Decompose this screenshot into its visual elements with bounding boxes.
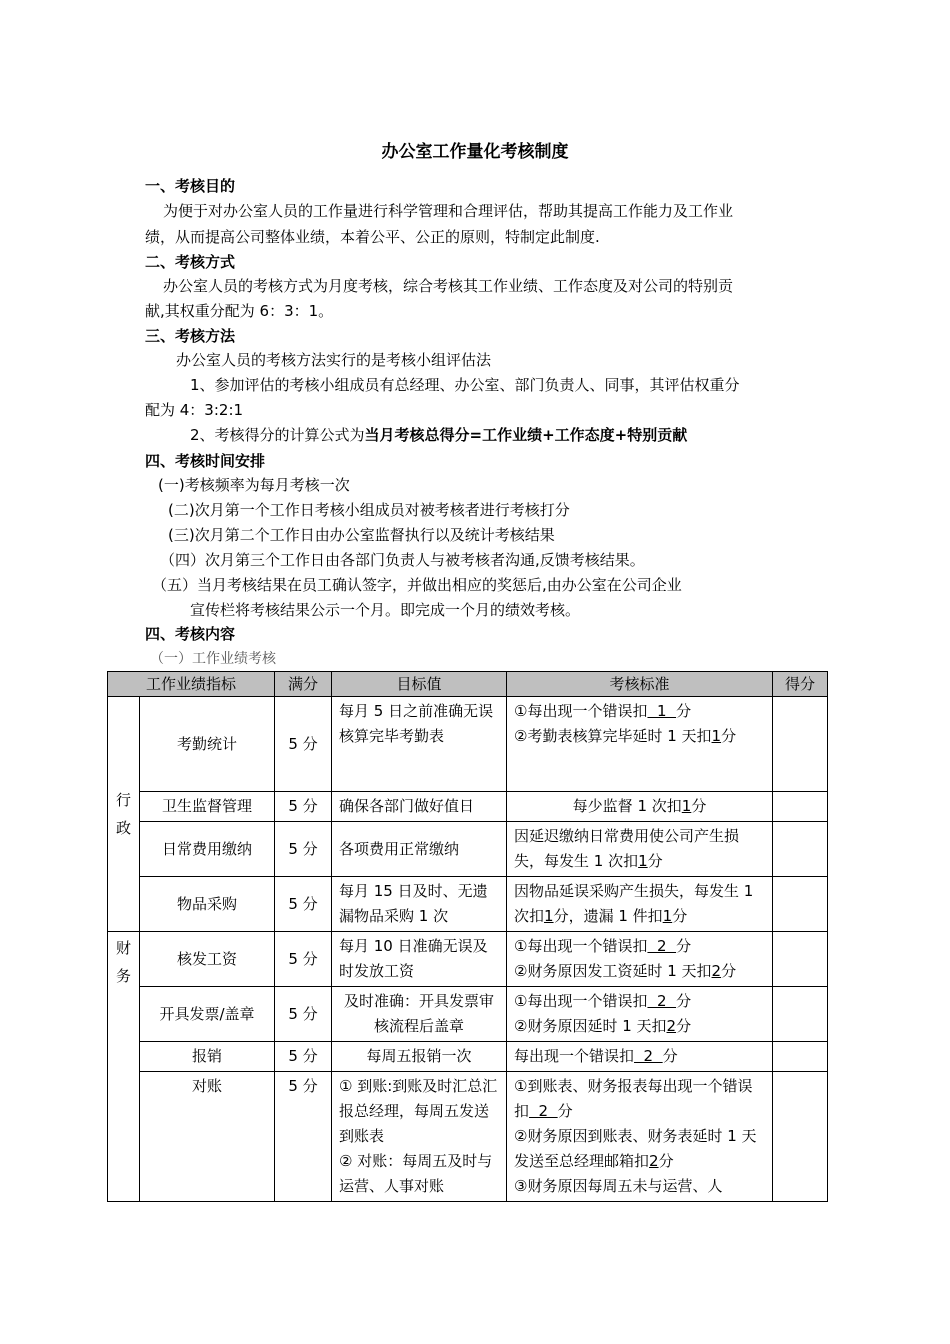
- std-unit: 分: [721, 727, 737, 745]
- row-result: [773, 877, 828, 932]
- section-3-formula: [190, 423, 687, 448]
- section-4-heading: 四、考核时间安排: [145, 452, 266, 470]
- subsection-caption: （一）工作业绩考核: [150, 651, 276, 667]
- section-1-paragraph-line-1: 为便于对办公室人员的工作量进行科学管理和合理评估，帮助其提高工作能力及工作业: [163, 202, 734, 220]
- table-row: [108, 1042, 828, 1072]
- row-item: 核发工资: [140, 932, 275, 987]
- row-standard: [507, 1072, 773, 1202]
- std-unit: 分: [658, 1152, 674, 1170]
- std-value: 2: [529, 1102, 558, 1120]
- schedule-item-5-continued: 宣传栏将考核结果公示一个月。即完成一个月的绩效考核。: [190, 601, 581, 619]
- std-text: ①每出现一个错误扣: [514, 992, 648, 1010]
- row-score: 5 分: [275, 932, 332, 987]
- std-text: 因物品延误采购产生损失，每发生 1 次扣: [514, 882, 754, 925]
- std-text: ③财务原因每周五未与运营、人: [514, 1177, 723, 1195]
- section-2-paragraph-line-1: 办公室人员的考核方式为月度考核，综合考核其工作业绩、工作态度及对公司的特别贡: [163, 277, 734, 295]
- schedule-item-3: (三)次月第二个工作日由办公室监督执行以及统计考核结果: [168, 526, 555, 544]
- std-value: 1: [647, 702, 677, 720]
- section-5-heading: 四、考核内容: [145, 625, 236, 643]
- row-score: 5 分: [275, 987, 332, 1042]
- row-item: 开具发票/盖章: [140, 987, 275, 1042]
- row-standard: [507, 792, 773, 822]
- std-value: 2: [634, 1047, 663, 1065]
- row-item: 考勤统计: [140, 697, 275, 792]
- row-target: [332, 1072, 507, 1202]
- row-target: 每月 15 日及时、无遗漏物品采购 1 次: [332, 877, 507, 932]
- row-score: 5 分: [275, 822, 332, 877]
- std-value: 1: [681, 797, 692, 815]
- std-value: 1: [711, 727, 722, 745]
- group-char: 政: [115, 819, 131, 837]
- section-1-paragraph-line-2: 绩，从而提高公司整体业绩，本着公平、公正的原则，特制定此制度.: [145, 228, 600, 246]
- group-char: 务: [115, 967, 131, 985]
- std-text: ②考勤表核算完毕延时 1 天扣: [514, 727, 712, 745]
- row-score: 5 分: [275, 877, 332, 932]
- row-result: [773, 932, 828, 987]
- group-label-finance: [108, 932, 140, 1202]
- std-value: 2: [649, 1152, 659, 1170]
- group-char: 财: [115, 939, 131, 957]
- formula-bold: 当月考核总得分=工作业绩+工作态度+特别贡献: [364, 426, 688, 444]
- row-item: 物品采购: [140, 877, 275, 932]
- std-text: ①到账表、财务报表每出现一个错误扣: [514, 1077, 753, 1120]
- row-result: [773, 792, 828, 822]
- row-standard: [507, 932, 773, 987]
- row-standard: [507, 877, 773, 932]
- row-standard: [507, 987, 773, 1042]
- section-3-paragraph-3: 配为 4：3:2:1: [145, 401, 244, 419]
- row-result: [773, 697, 828, 792]
- std-unit: 分: [676, 1017, 692, 1035]
- performance-table: [107, 671, 828, 1202]
- row-target: 及时准确：开具发票审核流程后盖章: [332, 987, 507, 1042]
- group-label-admin: [108, 697, 140, 932]
- schedule-item-4: （四）次月第三个工作日由各部门负责人与被考核者沟通,反馈考核结果。: [160, 551, 645, 569]
- header-standard: 考核标准: [507, 672, 773, 697]
- formula-prefix: 2、考核得分的计算公式为: [190, 426, 365, 444]
- target-text: ① 到账:到账及时汇总汇报总经理，每周五发送到账表: [339, 1077, 498, 1145]
- header-target: 目标值: [332, 672, 507, 697]
- row-standard: [507, 697, 773, 792]
- std-unit: 分: [691, 797, 707, 815]
- std-unit: 分: [647, 852, 663, 870]
- std-value: 2: [647, 992, 677, 1010]
- std-unit: 分: [676, 937, 692, 955]
- header-indicator: 工作业绩指标: [108, 672, 275, 697]
- section-3-paragraph-2: 1、参加评估的考核小组成员有总经理、办公室、部门负责人、同事，其评估权重分: [190, 376, 740, 394]
- std-text: 因延迟缴纳日常费用使公司产生损失，每发生 1 次扣: [514, 827, 740, 870]
- std-text: 每少监督 1 次扣: [572, 797, 682, 815]
- table-row: [108, 822, 828, 877]
- table-row: [108, 877, 828, 932]
- document-title: 办公室工作量化考核制度: [381, 142, 569, 162]
- row-item: 对账: [140, 1072, 275, 1202]
- row-result: [773, 822, 828, 877]
- std-text: ②财务原因到账表、财务表延时 1 天发送至总经理邮箱扣: [514, 1127, 757, 1170]
- std-text: ②财务原因发工资延时 1 天扣: [514, 962, 712, 980]
- row-target: 每月 5 日之前准确无误核算完毕考勤表: [332, 697, 507, 792]
- row-result: [773, 1072, 828, 1202]
- section-1-heading: 一、考核目的: [145, 177, 236, 195]
- section-2-paragraph-line-2: 献,其权重分配为 6：3：1。: [145, 302, 334, 320]
- row-result: [773, 1042, 828, 1072]
- std-value: 1: [544, 907, 554, 925]
- std-text: ①每出现一个错误扣: [514, 937, 648, 955]
- std-value: 2: [647, 937, 677, 955]
- table-row: [108, 987, 828, 1042]
- std-text: ①每出现一个错误扣: [514, 702, 648, 720]
- row-target: 每月 10 日准确无误及时发放工资: [332, 932, 507, 987]
- std-value: 1: [662, 907, 673, 925]
- row-score: 5 分: [275, 1072, 332, 1202]
- table-row: [108, 697, 828, 792]
- std-text: ②财务原因延时 1 天扣: [514, 1017, 667, 1035]
- std-value: 2: [711, 962, 722, 980]
- row-standard: [507, 822, 773, 877]
- std-unit: 分: [676, 702, 692, 720]
- header-full-score: 满分: [275, 672, 332, 697]
- std-unit: 分: [662, 1047, 678, 1065]
- schedule-item-5: （五）当月考核结果在员工确认签字，并做出相应的奖惩后,由办公室在公司企业: [152, 576, 682, 594]
- row-item: 报销: [140, 1042, 275, 1072]
- schedule-item-1: (一)考核频率为每月考核一次: [158, 476, 350, 494]
- row-target: 各项费用正常缴纳: [332, 822, 507, 877]
- row-item: 日常费用缴纳: [140, 822, 275, 877]
- row-score: 5 分: [275, 792, 332, 822]
- row-score: 5 分: [275, 1042, 332, 1072]
- table-row: [108, 1072, 828, 1202]
- table-row: [108, 792, 828, 822]
- std-text: 每出现一个错误扣: [514, 1047, 635, 1065]
- std-unit: 分: [721, 962, 737, 980]
- std-unit: 分: [676, 992, 692, 1010]
- target-text: ② 对账：每周五及时与运营、人事对账: [339, 1152, 493, 1195]
- header-score: 得分: [773, 672, 828, 697]
- row-result: [773, 987, 828, 1042]
- schedule-item-2: (二)次月第一个工作日考核小组成员对被考核者进行考核打分: [168, 501, 570, 519]
- row-standard: [507, 1042, 773, 1072]
- section-3-heading: 三、考核方法: [145, 327, 236, 345]
- std-value: 1: [638, 852, 648, 870]
- table-row: [108, 932, 828, 987]
- row-item: 卫生监督管理: [140, 792, 275, 822]
- std-text: 分，遗漏 1 件扣: [553, 907, 663, 925]
- section-2-heading: 二、考核方式: [145, 253, 236, 271]
- std-unit: 分: [672, 907, 688, 925]
- table-header-row: [108, 672, 828, 697]
- row-score: 5 分: [275, 697, 332, 792]
- std-unit: 分: [557, 1102, 573, 1120]
- std-value: 2: [666, 1017, 677, 1035]
- group-char: 行: [115, 791, 131, 809]
- row-target: 每周五报销一次: [332, 1042, 507, 1072]
- section-3-paragraph-1: 办公室人员的考核方法实行的是考核小组评估法: [176, 351, 492, 369]
- row-target: 确保各部门做好值日: [332, 792, 507, 822]
